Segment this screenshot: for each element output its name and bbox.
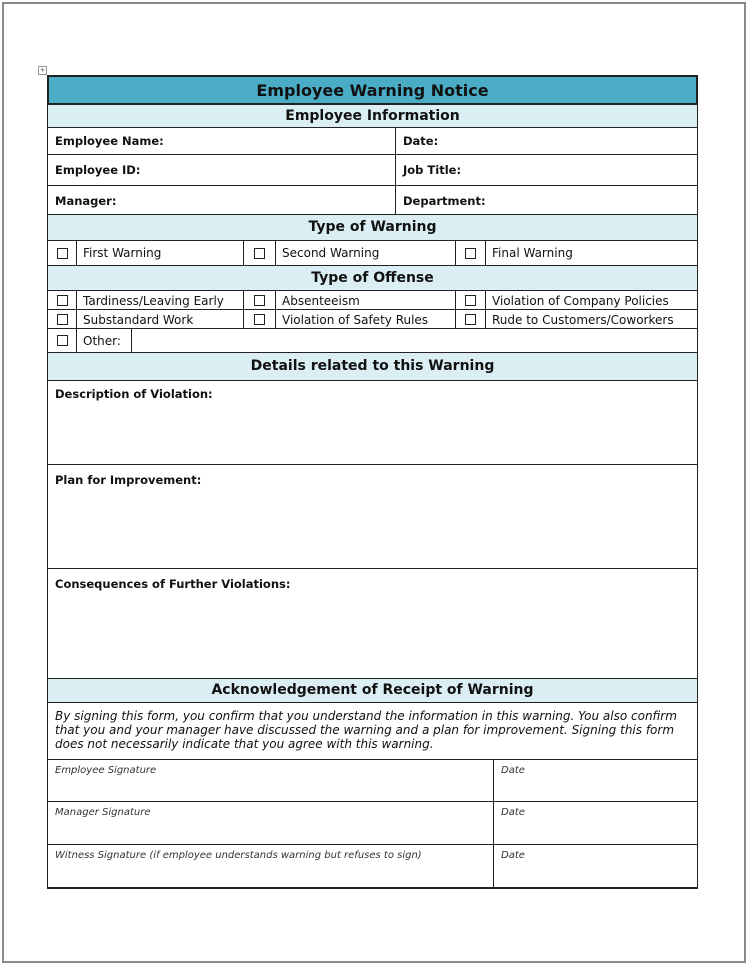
safety-rules-checkbox[interactable]	[243, 309, 276, 329]
plan-field[interactable]: Plan for Improvement:	[47, 464, 698, 569]
table-move-handle-icon[interactable]: +	[39, 66, 46, 74]
other-checkbox[interactable]	[47, 328, 77, 353]
section-type-of-warning: Type of Warning	[47, 214, 698, 241]
witness-signature-date[interactable]: Date	[493, 844, 698, 889]
date-field[interactable]: Date:	[395, 127, 698, 155]
acknowledgement-text: By signing this form, you confirm that you understand the information in this warning. You also confirm that you and your manager have discussed the warning and a plan for improvement. Signing this form does not necessarily indicate that you agree with this warning.	[47, 702, 698, 760]
consequences-field[interactable]: Consequences of Further Violations:	[47, 568, 698, 679]
section-details: Details related to this Warning	[47, 352, 698, 381]
second-warning-checkbox[interactable]	[243, 240, 276, 266]
safety-rules-label: Violation of Safety Rules	[275, 309, 456, 329]
department-field[interactable]: Department:	[395, 185, 698, 215]
rude-checkbox[interactable]	[455, 309, 486, 329]
witness-signature-field[interactable]: Witness Signature (if employee understands warning but refuses to sign)	[47, 844, 494, 889]
manager-signature-field[interactable]: Manager Signature	[47, 801, 494, 845]
manager-field[interactable]: Manager:	[47, 185, 396, 215]
final-warning-label: Final Warning	[485, 240, 698, 266]
substandard-work-checkbox[interactable]	[47, 309, 77, 329]
employee-signature-date[interactable]: Date	[493, 759, 698, 802]
tardiness-checkbox[interactable]	[47, 290, 77, 310]
form-title: Employee Warning Notice	[47, 75, 698, 105]
section-type-of-offense: Type of Offense	[47, 265, 698, 291]
first-warning-checkbox[interactable]	[47, 240, 77, 266]
second-warning-label: Second Warning	[275, 240, 456, 266]
section-acknowledgement: Acknowledgement of Receipt of Warning	[47, 678, 698, 703]
absenteeism-label: Absenteeism	[275, 290, 456, 310]
employee-signature-field[interactable]: Employee Signature	[47, 759, 494, 802]
employee-id-field[interactable]: Employee ID:	[47, 154, 396, 186]
other-input[interactable]	[131, 328, 698, 353]
description-field[interactable]: Description of Violation:	[47, 380, 698, 465]
other-label: Other:	[76, 328, 132, 353]
rude-label: Rude to Customers/Coworkers	[485, 309, 698, 329]
substandard-work-label: Substandard Work	[76, 309, 244, 329]
section-employee-information: Employee Information	[47, 104, 698, 128]
final-warning-checkbox[interactable]	[455, 240, 486, 266]
job-title-field[interactable]: Job Title:	[395, 154, 698, 186]
manager-signature-date[interactable]: Date	[493, 801, 698, 845]
tardiness-label: Tardiness/Leaving Early	[76, 290, 244, 310]
employee-name-field[interactable]: Employee Name:	[47, 127, 396, 155]
company-policies-label: Violation of Company Policies	[485, 290, 698, 310]
company-policies-checkbox[interactable]	[455, 290, 486, 310]
first-warning-label: First Warning	[76, 240, 244, 266]
absenteeism-checkbox[interactable]	[243, 290, 276, 310]
